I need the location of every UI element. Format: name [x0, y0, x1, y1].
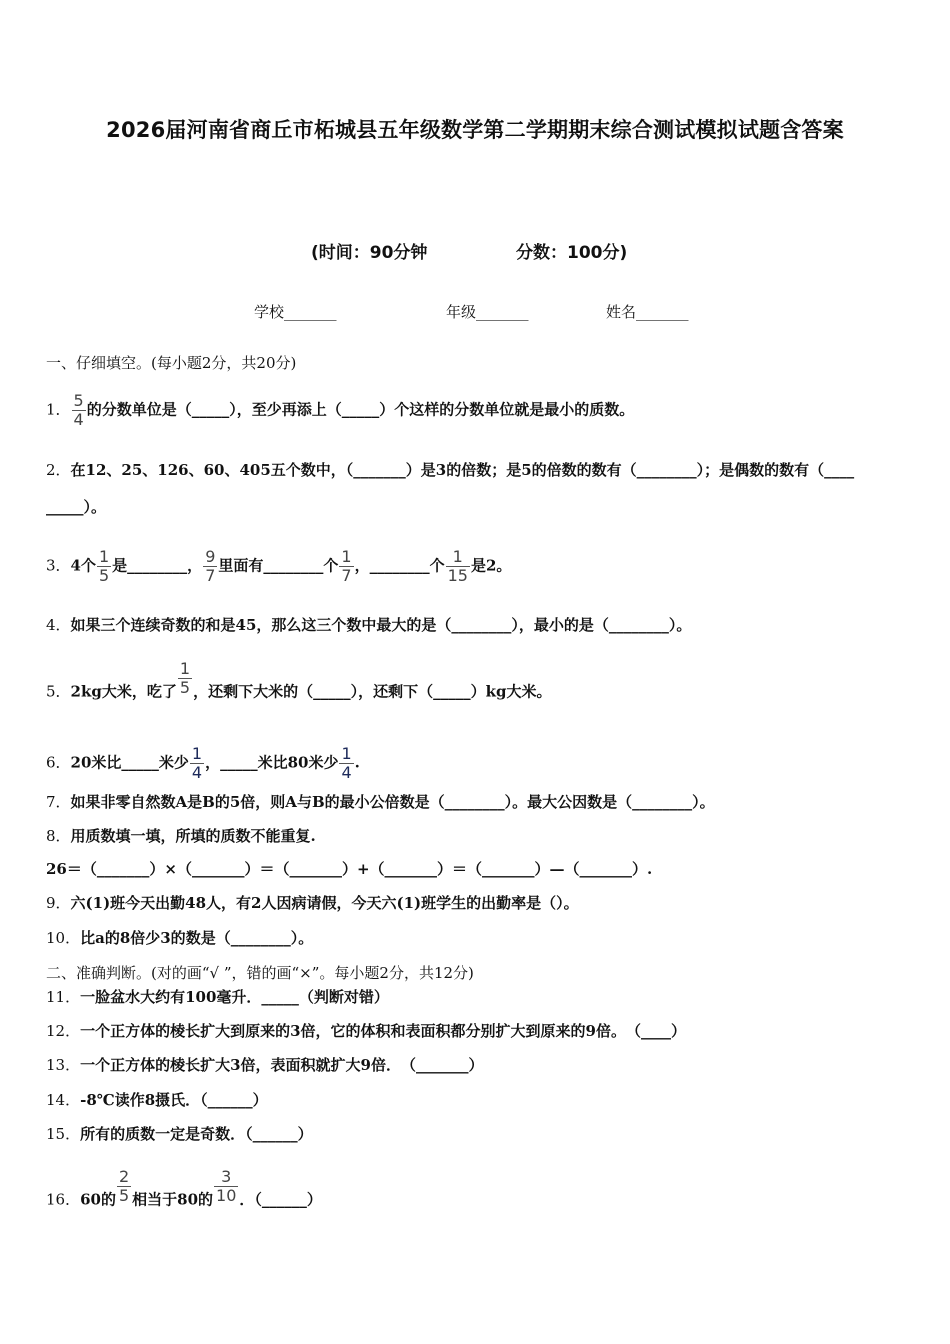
- fraction: $\frac{1}{5}$: [98, 547, 110, 585]
- question-text: 60的: [80, 1190, 116, 1209]
- question-9: [46, 893, 579, 913]
- question-8-equation: 26＝（_______）×（_______）＝（_______）+（_______）＝（_______）—（_______）.: [46, 860, 653, 878]
- question-text: 是________，: [112, 556, 203, 575]
- section-2-heading: 二、准确判断。(对的画“√ ”，错的画“×”。每小题2分，共12分): [46, 964, 474, 982]
- fraction: $\frac{1}{7}$: [341, 547, 352, 585]
- question-text: 相当于80的: [132, 1190, 214, 1209]
- question-text: 在12、25、126、60、405五个数中，（_______）是3的倍数；是5的倍数的数有（________）；是偶数的数有（____: [70, 461, 855, 479]
- question-8: [46, 826, 316, 846]
- question-5: [46, 659, 552, 711]
- question-number: 14．: [46, 1091, 81, 1109]
- question-text: -8℃读作8摄氏．（______）: [80, 1091, 268, 1109]
- question-number: 10．: [46, 929, 81, 947]
- question-number: 1．: [46, 400, 71, 419]
- page-title: 2026届河南省商丘市柘城县五年级数学第二学期期末综合测试模拟试题含答案: [106, 118, 844, 142]
- question-3: [46, 548, 511, 585]
- question-text: .: [354, 753, 360, 772]
- school-field: 学校_______: [254, 303, 337, 321]
- fraction: $\frac{1}{15}$: [447, 547, 468, 585]
- question-1: [46, 392, 634, 429]
- question-text: 一脸盆水大约有100毫升．_____（判断对错）: [80, 988, 389, 1006]
- question-text: 一个正方体的棱长扩大到原来的3倍，它的体积和表面积都分别扩大到原来的9倍。 （____）: [80, 1022, 686, 1040]
- fraction: $\frac{1}{4}$: [191, 744, 203, 782]
- question-4: [46, 615, 691, 635]
- question-7: [46, 792, 715, 812]
- question-number: 7．: [46, 793, 71, 811]
- fraction: $\frac{2}{5}$: [118, 1167, 130, 1205]
- question-text: ．（______）: [239, 1190, 322, 1209]
- question-text: 2kg大米，吃了: [70, 682, 177, 701]
- fraction: $\frac{3}{10}$: [216, 1167, 237, 1205]
- question-text: 是2。: [470, 556, 512, 575]
- question-text: 六(1)班今天出勤48人，有2人因病请假，今天六(1)班学生的出勤率是（）。: [70, 894, 579, 912]
- question-text: 的分数单位是（_____），至少再添上（_____）个这样的分数单位就是最小的质数。: [86, 400, 635, 419]
- question-number: 11．: [46, 988, 81, 1006]
- fraction: $\frac{1}{4}$: [341, 744, 352, 782]
- question-text: 用质数填一填，所填的质数不能重复.: [70, 827, 316, 845]
- fraction: $\frac{9}{7}$: [205, 547, 216, 585]
- question-text: 20米比_____米少: [70, 753, 189, 772]
- question-number: 13．: [46, 1056, 81, 1074]
- fraction: $\frac{5}{4}$: [73, 391, 84, 429]
- exam-time: (时间：90分钟: [311, 243, 428, 263]
- question-number: 2．: [46, 461, 71, 479]
- question-6: [46, 745, 360, 782]
- question-text: 所有的质数一定是奇数．（______）: [80, 1125, 313, 1143]
- question-number: 15．: [46, 1125, 81, 1143]
- question-number: 5．: [46, 682, 71, 701]
- question-number: 16．: [46, 1190, 81, 1209]
- question-number: 6．: [46, 753, 71, 772]
- question-text: 如果三个连续奇数的和是45，那么这三个数中最大的是（________），最小的是（________）。: [70, 616, 692, 634]
- question-10: [46, 928, 313, 948]
- question-2-continued: _____）。: [46, 498, 107, 516]
- question-text: 4个: [70, 556, 96, 575]
- grade-field: 年级_______: [446, 303, 529, 321]
- question-number: 3．: [46, 556, 71, 575]
- question-text: ，还剩下大米的（_____），还剩下（_____）kg大米。: [193, 682, 552, 701]
- question-2: [46, 460, 854, 480]
- question-12: [46, 1021, 686, 1041]
- question-number: 8．: [46, 827, 71, 845]
- question-text: 比a的8倍少3的数是（________）。: [80, 929, 314, 947]
- question-15: [46, 1124, 313, 1144]
- question-text: 一个正方体的棱长扩大3倍，表面积就扩大9倍． （_______）: [80, 1056, 484, 1074]
- question-text: 里面有________个: [218, 556, 339, 575]
- question-16: [46, 1167, 322, 1219]
- question-text: ，________个: [354, 556, 445, 575]
- question-number: 9．: [46, 894, 71, 912]
- fraction: $\frac{1}{5}$: [179, 659, 191, 697]
- question-number: 12．: [46, 1022, 81, 1040]
- question-text: 如果非零自然数A是B的5倍，则A与B的最小公倍数是（________）。最大公因数是（________）。: [70, 793, 715, 811]
- name-field: 姓名_______: [606, 303, 689, 321]
- question-14: [46, 1090, 268, 1110]
- exam-score: 分数：100分): [516, 243, 628, 263]
- question-number: 4．: [46, 616, 71, 634]
- question-13: [46, 1055, 483, 1075]
- question-text: ，_____米比80米少: [205, 753, 339, 772]
- question-11: [46, 987, 389, 1007]
- section-1-heading: 一、仔细填空。(每小题2分，共20分): [46, 354, 297, 372]
